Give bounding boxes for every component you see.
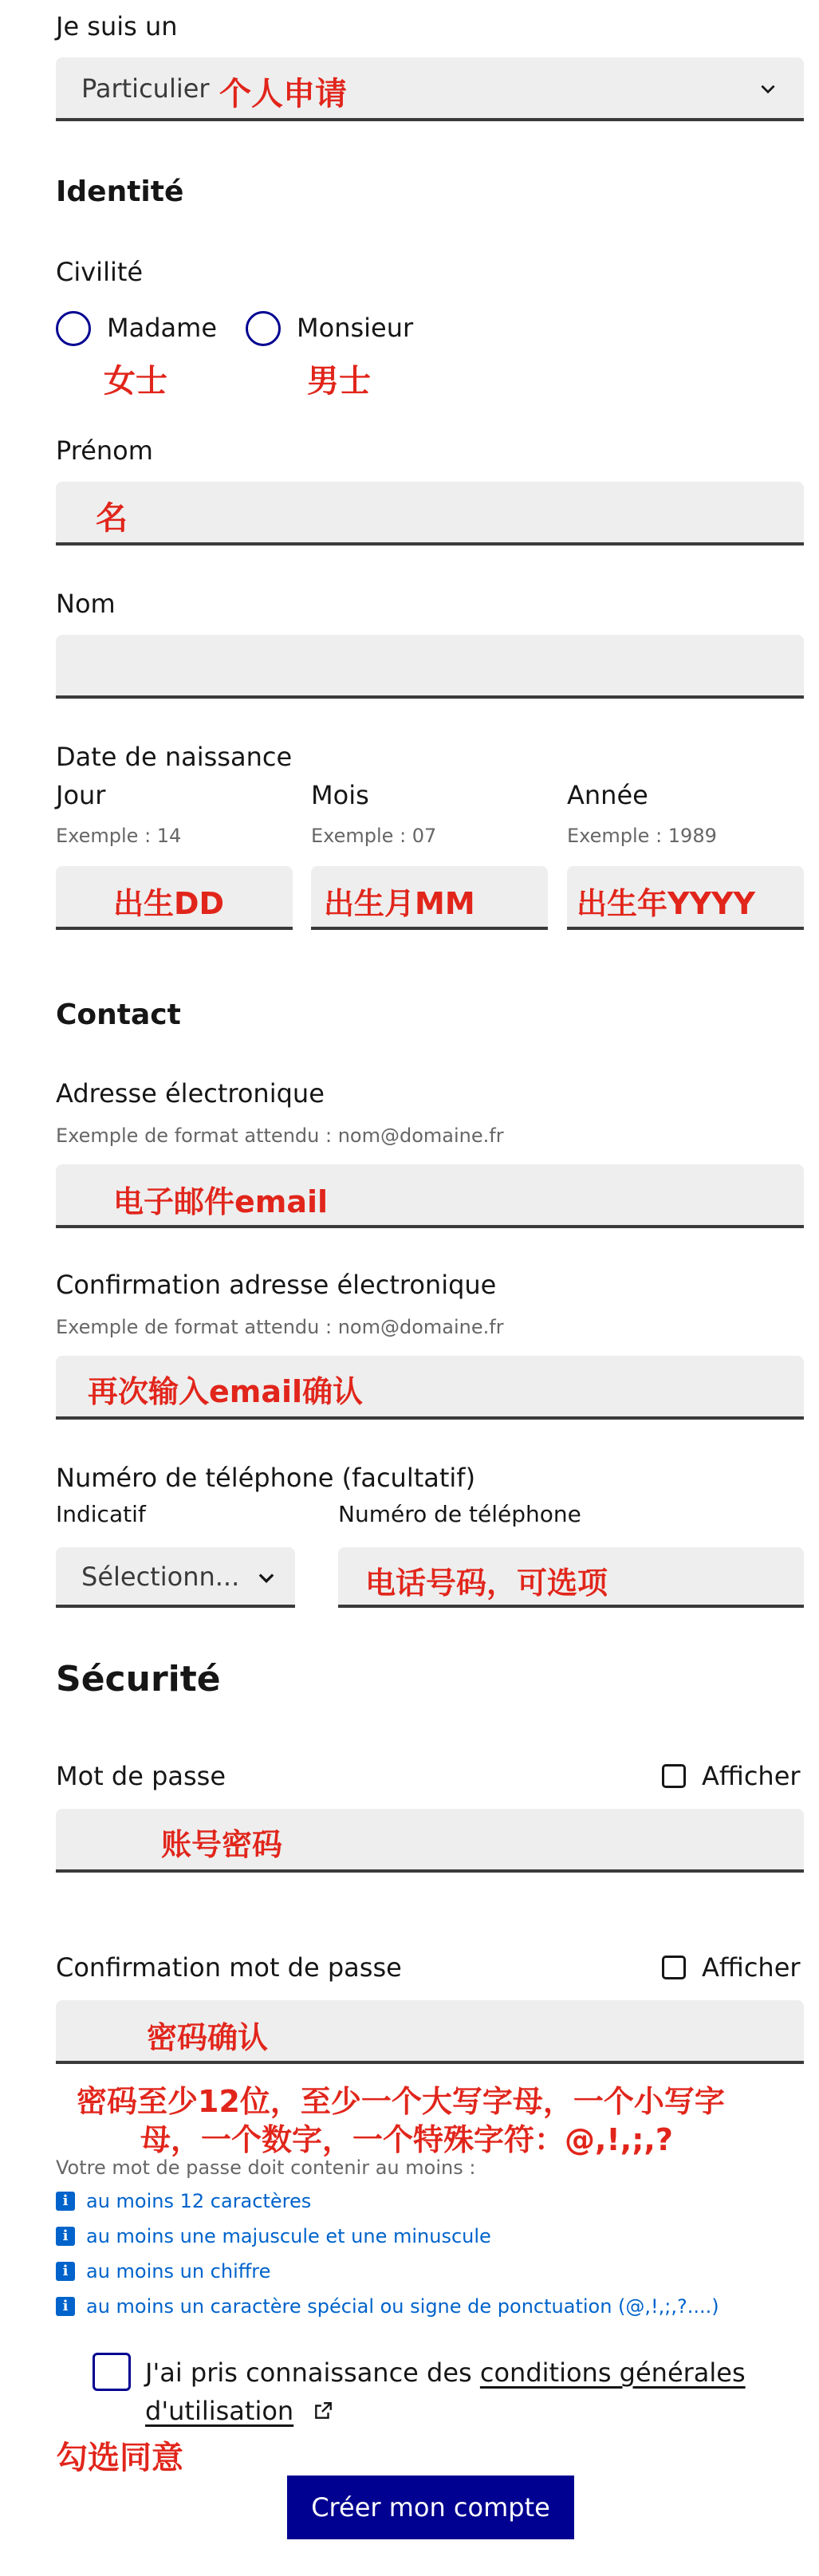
radio-madame-label[interactable]: Madame (107, 313, 217, 343)
day-hint: Exemple : 14 (56, 825, 182, 847)
terms-prefix: J'ai pris connaissance des (145, 2357, 472, 2388)
year-note: 出生年YYYY (577, 886, 756, 921)
terms-checkbox[interactable] (93, 2353, 131, 2391)
contact-heading: Contact (56, 998, 181, 1031)
terms-link[interactable]: conditions générales (479, 2357, 746, 2388)
civility-label: Civilité (56, 257, 144, 287)
terms-line2[interactable] (145, 2396, 333, 2426)
create-account-button[interactable]: Créer mon compte (287, 2476, 574, 2539)
month-note: 出生月MM (324, 886, 475, 921)
chevron-down-icon (758, 78, 778, 99)
rules-intro: Votre mot de passe doit contenir au moins : (56, 2157, 476, 2179)
password-confirm-input[interactable] (56, 2000, 804, 2064)
external-link-icon (313, 2401, 333, 2421)
year-input[interactable] (567, 866, 804, 930)
month-input[interactable] (311, 866, 548, 930)
month-hint: Exemple : 07 (311, 825, 437, 847)
rule-special: au moins un caractère spécial ou signe de ponctuation (@,!,;,?....) (86, 2295, 719, 2318)
email-confirm-label: Confirmation adresse électronique (56, 1270, 497, 1300)
rules-note-line2: 母，一个数字，一个特殊字符：@,!,;,? (140, 2122, 673, 2157)
password-confirm-note: 密码确认 (147, 2020, 269, 2055)
madame-note: 女士 (104, 363, 167, 400)
info-icon: i (56, 2262, 75, 2281)
password-label: Mot de passe (56, 1761, 226, 1791)
security-heading: Sécurité (56, 1659, 221, 1700)
phone-input[interactable] (338, 1547, 804, 1608)
phone-note: 电话号码，可选项 (365, 1566, 608, 1601)
year-label: Année (567, 780, 648, 810)
email-label: Adresse électronique (56, 1078, 325, 1109)
dial-label: Indicatif (56, 1501, 146, 1527)
terms-note: 勾选同意 (56, 2440, 183, 2476)
profile-note: 个人申请 (219, 76, 347, 112)
profile-label: Je suis un (56, 11, 178, 41)
email-input[interactable] (56, 1164, 804, 1228)
info-icon: i (56, 2192, 75, 2211)
rules-note-line1: 密码至少12位，至少一个大写字母，一个小写字 (77, 2084, 725, 2119)
day-input[interactable] (56, 866, 293, 930)
firstname-input[interactable] (56, 482, 804, 546)
password-note: 账号密码 (161, 1827, 283, 1862)
password-confirm-label: Confirmation mot de passe (56, 1952, 402, 1983)
password-input[interactable] (56, 1809, 804, 1873)
info-icon: i (56, 2297, 75, 2316)
show-password-checkbox[interactable] (662, 1764, 686, 1788)
phone-label: Numéro de téléphone (facultatif) (56, 1463, 476, 1493)
lastname-label: Nom (56, 589, 116, 619)
lastname-input[interactable] (56, 635, 804, 699)
email-hint: Exemple de format attendu : nom@domaine.fr (56, 1125, 504, 1147)
day-label: Jour (56, 780, 106, 810)
identity-heading: Identité (56, 175, 184, 208)
firstname-label: Prénom (56, 435, 153, 466)
year-hint: Exemple : 1989 (567, 825, 717, 847)
chevron-down-icon (255, 1566, 278, 1589)
email-note: 电子邮件email (113, 1184, 329, 1219)
firstname-note: 名 (96, 500, 128, 537)
radio-monsieur-label[interactable]: Monsieur (297, 313, 414, 343)
day-note: 出生DD (113, 886, 225, 921)
rule-digit: au moins un chiffre (86, 2260, 271, 2283)
show-password-confirm-checkbox[interactable] (662, 1956, 686, 1979)
month-label: Mois (311, 780, 369, 810)
dob-label: Date de naissance (56, 742, 293, 772)
phone-number-label: Numéro de téléphone (338, 1501, 581, 1527)
show-password-label[interactable]: Afficher (702, 1761, 801, 1791)
profile-select[interactable] (56, 57, 804, 121)
rule-case: au moins une majuscule et une minuscule (86, 2225, 491, 2247)
dial-select[interactable] (56, 1547, 295, 1608)
terms-link-continued[interactable]: d'utilisation (145, 2396, 294, 2426)
rule-length: au moins 12 caractères (86, 2190, 312, 2212)
radio-madame[interactable] (56, 311, 91, 346)
info-icon: i (56, 2227, 75, 2246)
show-password-confirm-label[interactable]: Afficher (702, 1952, 801, 1983)
email-confirm-note: 再次输入email确认 (88, 1374, 364, 1409)
terms-line1 (145, 2357, 746, 2388)
monsieur-note: 男士 (307, 363, 371, 400)
email-confirm-input[interactable] (56, 1356, 804, 1420)
radio-monsieur[interactable] (246, 311, 281, 346)
dial-select-value: Sélectionn... (81, 1562, 240, 1592)
email-confirm-hint: Exemple de format attendu : nom@domaine.fr (56, 1316, 504, 1338)
profile-select-value: Particulier (81, 73, 210, 104)
